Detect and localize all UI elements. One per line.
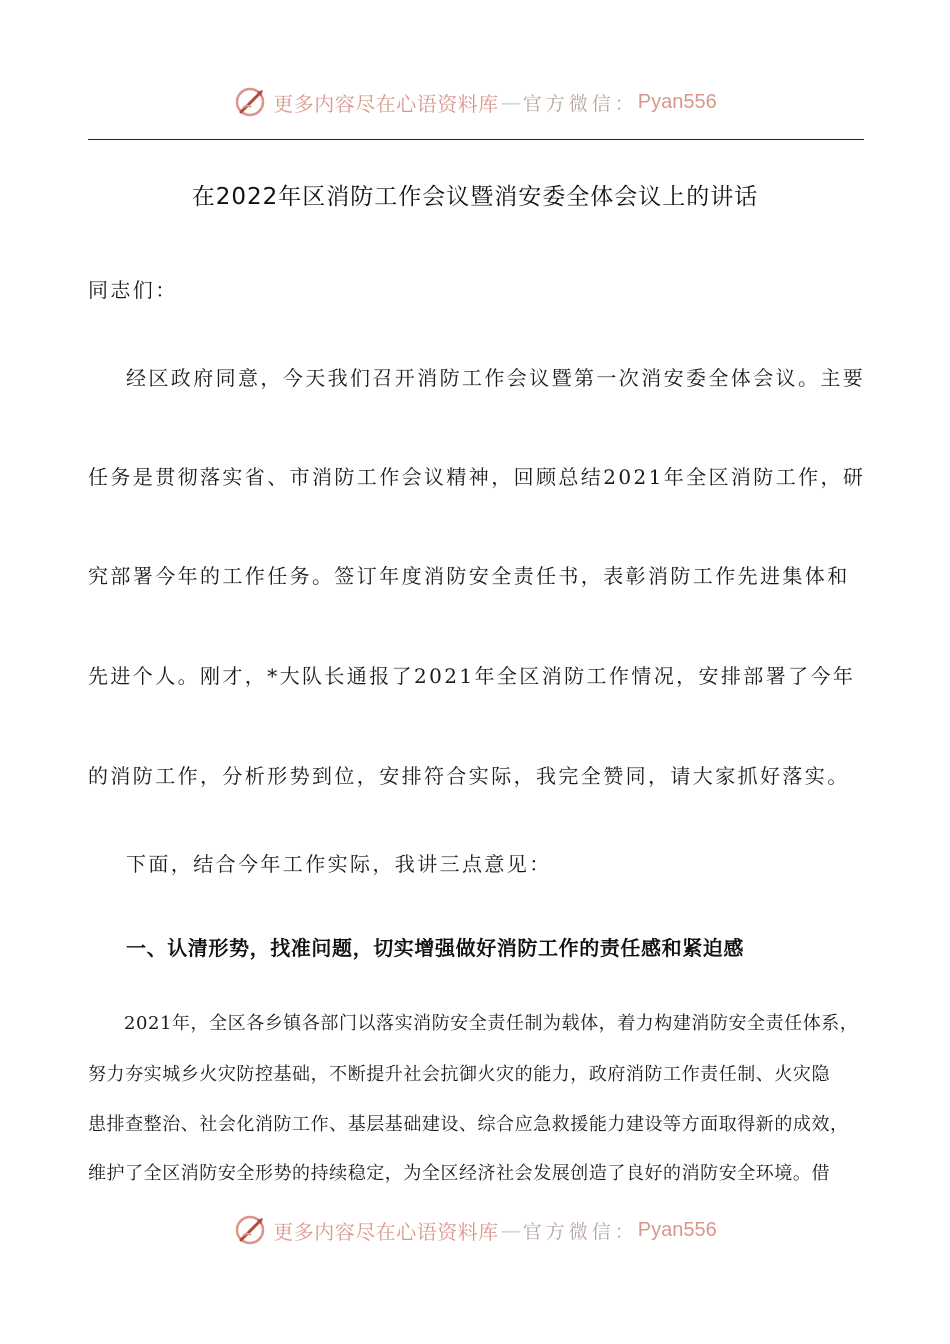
header-watermark (0, 82, 950, 122)
watermark-wechat-id: Pyan556 (637, 1218, 717, 1241)
header-divider (88, 139, 864, 140)
footer-watermark (0, 1210, 950, 1250)
paragraph3-line: 2021年，全区各乡镇各部门以落实消防安全责任制为载体，着力构建消防安全责任体系， (124, 1013, 859, 1034)
watermark-separator: — (500, 90, 521, 114)
paragraph3-line: 维护了全区消防安全形势的持续稳定，为全区经济社会发展创造了良好的消防安全环境。借 (88, 1163, 830, 1184)
pen-logo-icon (233, 84, 269, 120)
paragraph3-line: 患排查整治、社会化消防工作、基层基础建设、综合应急救援能力建设等方面取得新的成效， (88, 1114, 849, 1135)
watermark-wechat-label: 官方微信： (522, 1220, 638, 1243)
paragraph1-line: 究部署今年的工作任务。签订年度消防安全责任书，表彰消防工作先进集体和 (88, 564, 850, 588)
paragraph1-line: 任务是贯彻落实省、市消防工作会议精神，回顾总结2021年全区消防工作，研 (88, 465, 866, 489)
watermark-separator: — (500, 1218, 521, 1242)
salutation: 同志们： (88, 278, 178, 302)
watermark-wechat-id: Pyan556 (637, 90, 717, 113)
document-title: 在2022年区消防工作会议暨消安委全体会议上的讲话 (191, 184, 759, 210)
paragraph2: 下面，结合今年工作实际，我讲三点意见： (126, 852, 552, 876)
paragraph1-line: 的消防工作，分析形势到位，安排符合实际，我完全赞同，请大家抓好落实。 (88, 764, 850, 788)
section1-heading: 一、认清形势，找准问题，切实增强做好消防工作的责任感和紧迫感 (126, 936, 744, 960)
watermark-site-text: 更多内容尽在心语资料库 (273, 1219, 499, 1244)
paragraph3-line: 努力夯实城乡火灾防控基础，不断提升社会抗御火灾的能力，政府消防工作责任制、火灾隐 (88, 1064, 830, 1085)
paragraph1-line: 经区政府同意，今天我们召开消防工作会议暨第一次消安委全体会议。主要 (126, 366, 866, 390)
watermark-site-text: 更多内容尽在心语资料库 (273, 91, 499, 116)
watermark-wechat-label: 官方微信： (522, 92, 638, 115)
pen-logo-icon (233, 1212, 269, 1248)
paragraph1-line: 先进个人。刚才，*大队长通报了2021年全区消防工作情况，安排部署了今年 (88, 664, 856, 688)
